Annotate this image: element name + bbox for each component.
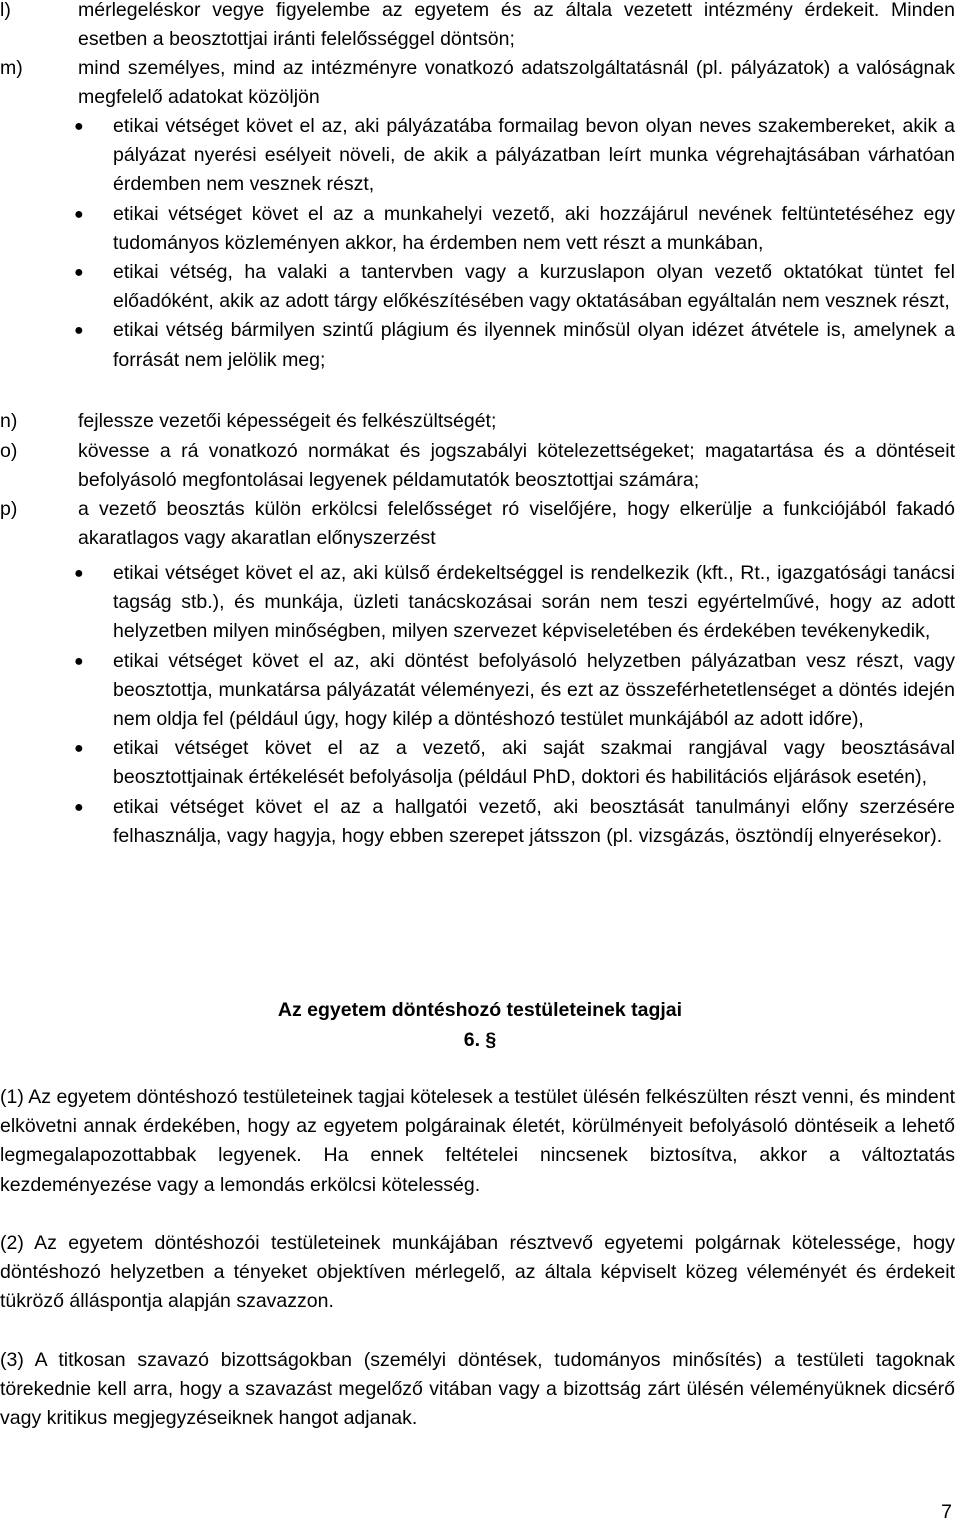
bullet-item bbox=[70, 200, 955, 258]
paragraph-1: (1) Az egyetem döntéshozó testületeinek tagjai kötelesek a testület ülésén felkészülten részt venni, és mindent elkövetni annak érdekében, hogy az egyetem polgárainak életét, körülményeit befolyásoló döntéseik a lehető legmegalapozottabbak legyenek. Ha ennek feltételei nincsenek biztosítva, akkor a változtatás kezdeményezése vagy a lemondás erkölcsi kötelesség. bbox=[0, 1086, 955, 1196]
bullet-icon: ● bbox=[74, 118, 84, 135]
section-title: Az egyetem döntéshozó testületeinek tagjai bbox=[277, 999, 683, 1021]
bullet-icon: ● bbox=[74, 740, 84, 758]
bullet-icon: ● bbox=[74, 565, 84, 582]
list-item-m bbox=[0, 54, 955, 112]
bullet-text: etikai vétséget követ el az a vezető, aki saját szakmai rangjával vagy beosztásával beosztottjainak értékelését befolyásolja (például PhD, doktori és habilitációs eljárások esetén), bbox=[113, 737, 955, 789]
bullet-icon: ● bbox=[74, 798, 84, 816]
bullet-list-m bbox=[70, 112, 955, 375]
bullet-item bbox=[70, 647, 955, 735]
item-text: a vezető beosztás külön erkölcsi felelősséget ró viselőjére, hogy elkerülje a funkciójából fakadó akaratlagos vagy akaratlan előnyszerzést bbox=[78, 498, 955, 550]
bullet-item bbox=[70, 734, 955, 792]
bullet-text: etikai vétséget követ el az a munkahelyi vezető, aki hozzájárul nevének feltüntetéséhez egy tudományos közleményen akkor, ha érdemben nem vett részt a munkában, bbox=[113, 202, 955, 254]
bullet-icon: ● bbox=[74, 652, 84, 670]
bullet-icon: ● bbox=[74, 205, 84, 223]
bullet-icon: ● bbox=[74, 322, 84, 340]
paragraph-2: (2) Az egyetem döntéshozói testületeinek munkájában résztvevő egyetemi polgárnak kötelessége, hogy döntéshozó helyzetben a tényeket objektíven mérlegelő, az általa képviselt közeg véleményét és érdekeit tükröző álláspontja alapján szavazzon. bbox=[0, 1232, 955, 1313]
bullet-text: etikai vétség, ha valaki a tantervben vagy a kurzuslapon olyan vezető oktatókat tüntet fel előadóként, akik az adott tárgy előkészítésében vagy oktatásában egyáltalán nem vesznek részt, bbox=[113, 261, 955, 313]
bullet-list-p bbox=[70, 559, 955, 851]
item-text: mind személyes, mind az intézményre vonatkozó adatszolgáltatásnál (pl. pályázatok) a valóságnak megfelelő adatokat közöljön bbox=[78, 57, 955, 109]
item-label: l) bbox=[0, 0, 11, 21]
section-number: 6. § bbox=[463, 1029, 497, 1051]
bullet-item bbox=[70, 316, 955, 374]
bullet-text: etikai vétséget követ el az, aki pályázatába formailag bevon olyan neves szakembereket, akik a pályázat nyerési esélyeit növeli, de akik a pályázatban leírt munka végrehajtásában várhatóan érdemben nem vesznek részt, bbox=[113, 115, 955, 196]
page-number: 7 bbox=[941, 1501, 952, 1523]
item-label: m) bbox=[0, 57, 23, 79]
list-item-p bbox=[0, 495, 955, 553]
item-text: mérlegeléskor vegye figyelembe az egyetem és az általa vezetett intézmény érdekeit. Minden esetben a beosztottjai iránti felelősséggel döntsön; bbox=[78, 0, 955, 51]
list-item-o bbox=[0, 437, 955, 495]
bullet-icon: ● bbox=[74, 264, 84, 282]
item-label: o) bbox=[0, 440, 18, 462]
bullet-item bbox=[70, 112, 955, 200]
item-text: fejlessze vezetői képességeit és felkészültségét; bbox=[78, 410, 497, 432]
list-item-n bbox=[0, 407, 955, 436]
item-text: kövesse a rá vonatkozó normákat és jogszabályi kötelezettségeket; magatartása és a döntéseit befolyásoló megfontolásai legyenek példamutatók beosztottjai számára; bbox=[78, 440, 955, 492]
item-label: p) bbox=[0, 498, 18, 520]
list-item-l bbox=[0, 0, 955, 54]
paragraph-3: (3) A titkosan szavazó bizottságokban (személyi döntések, tudományos minősítés) a testületi tagoknak törekednie kell arra, hogy a szavazást megelőző vitában vagy a bizottság zárt ülésén véleményüknek dicsérő vagy kritikus megjegyzéseiknek hangot adjanak. bbox=[0, 1349, 955, 1430]
bullet-item bbox=[70, 258, 955, 316]
bullet-text: etikai vétség bármilyen szintű plágium és ilyennek minősül olyan idézet átvétele is, amelynek a forrását nem jelölik meg; bbox=[113, 319, 955, 371]
bullet-item bbox=[70, 793, 955, 851]
item-label: n) bbox=[0, 410, 18, 432]
bullet-text: etikai vétséget követ el az a hallgatói vezető, aki beosztását tanulmányi előny szerzésére felhasználja, vagy hagyja, hogy ebben szerepet játsszon (pl. vizsgázás, ösztöndíj elnyerésekor). bbox=[113, 795, 955, 847]
bullet-text: etikai vétséget követ el az, aki külső érdekeltséggel is rendelkezik (kft., Rt., igazgatósági tanácsi tagság stb.), és munkája, üzleti tanácskozásai során nem teszi egyértelművé, hogy az adott helyzetben milyen minőségben, milyen szervezet képviseletében és érdekében tevékenykedik, bbox=[113, 562, 955, 643]
bullet-item bbox=[70, 559, 955, 647]
bullet-text: etikai vétséget követ el az, aki döntést befolyásoló helyzetben pályázatban vesz részt, vagy beosztottja, munkatársa pályázatát véleményezi, és ezt az összeférhetetlenséget a döntés idején nem oldja fel (például úgy, hogy kilép a döntéshozó testület munkájából az adott időre), bbox=[113, 649, 955, 731]
